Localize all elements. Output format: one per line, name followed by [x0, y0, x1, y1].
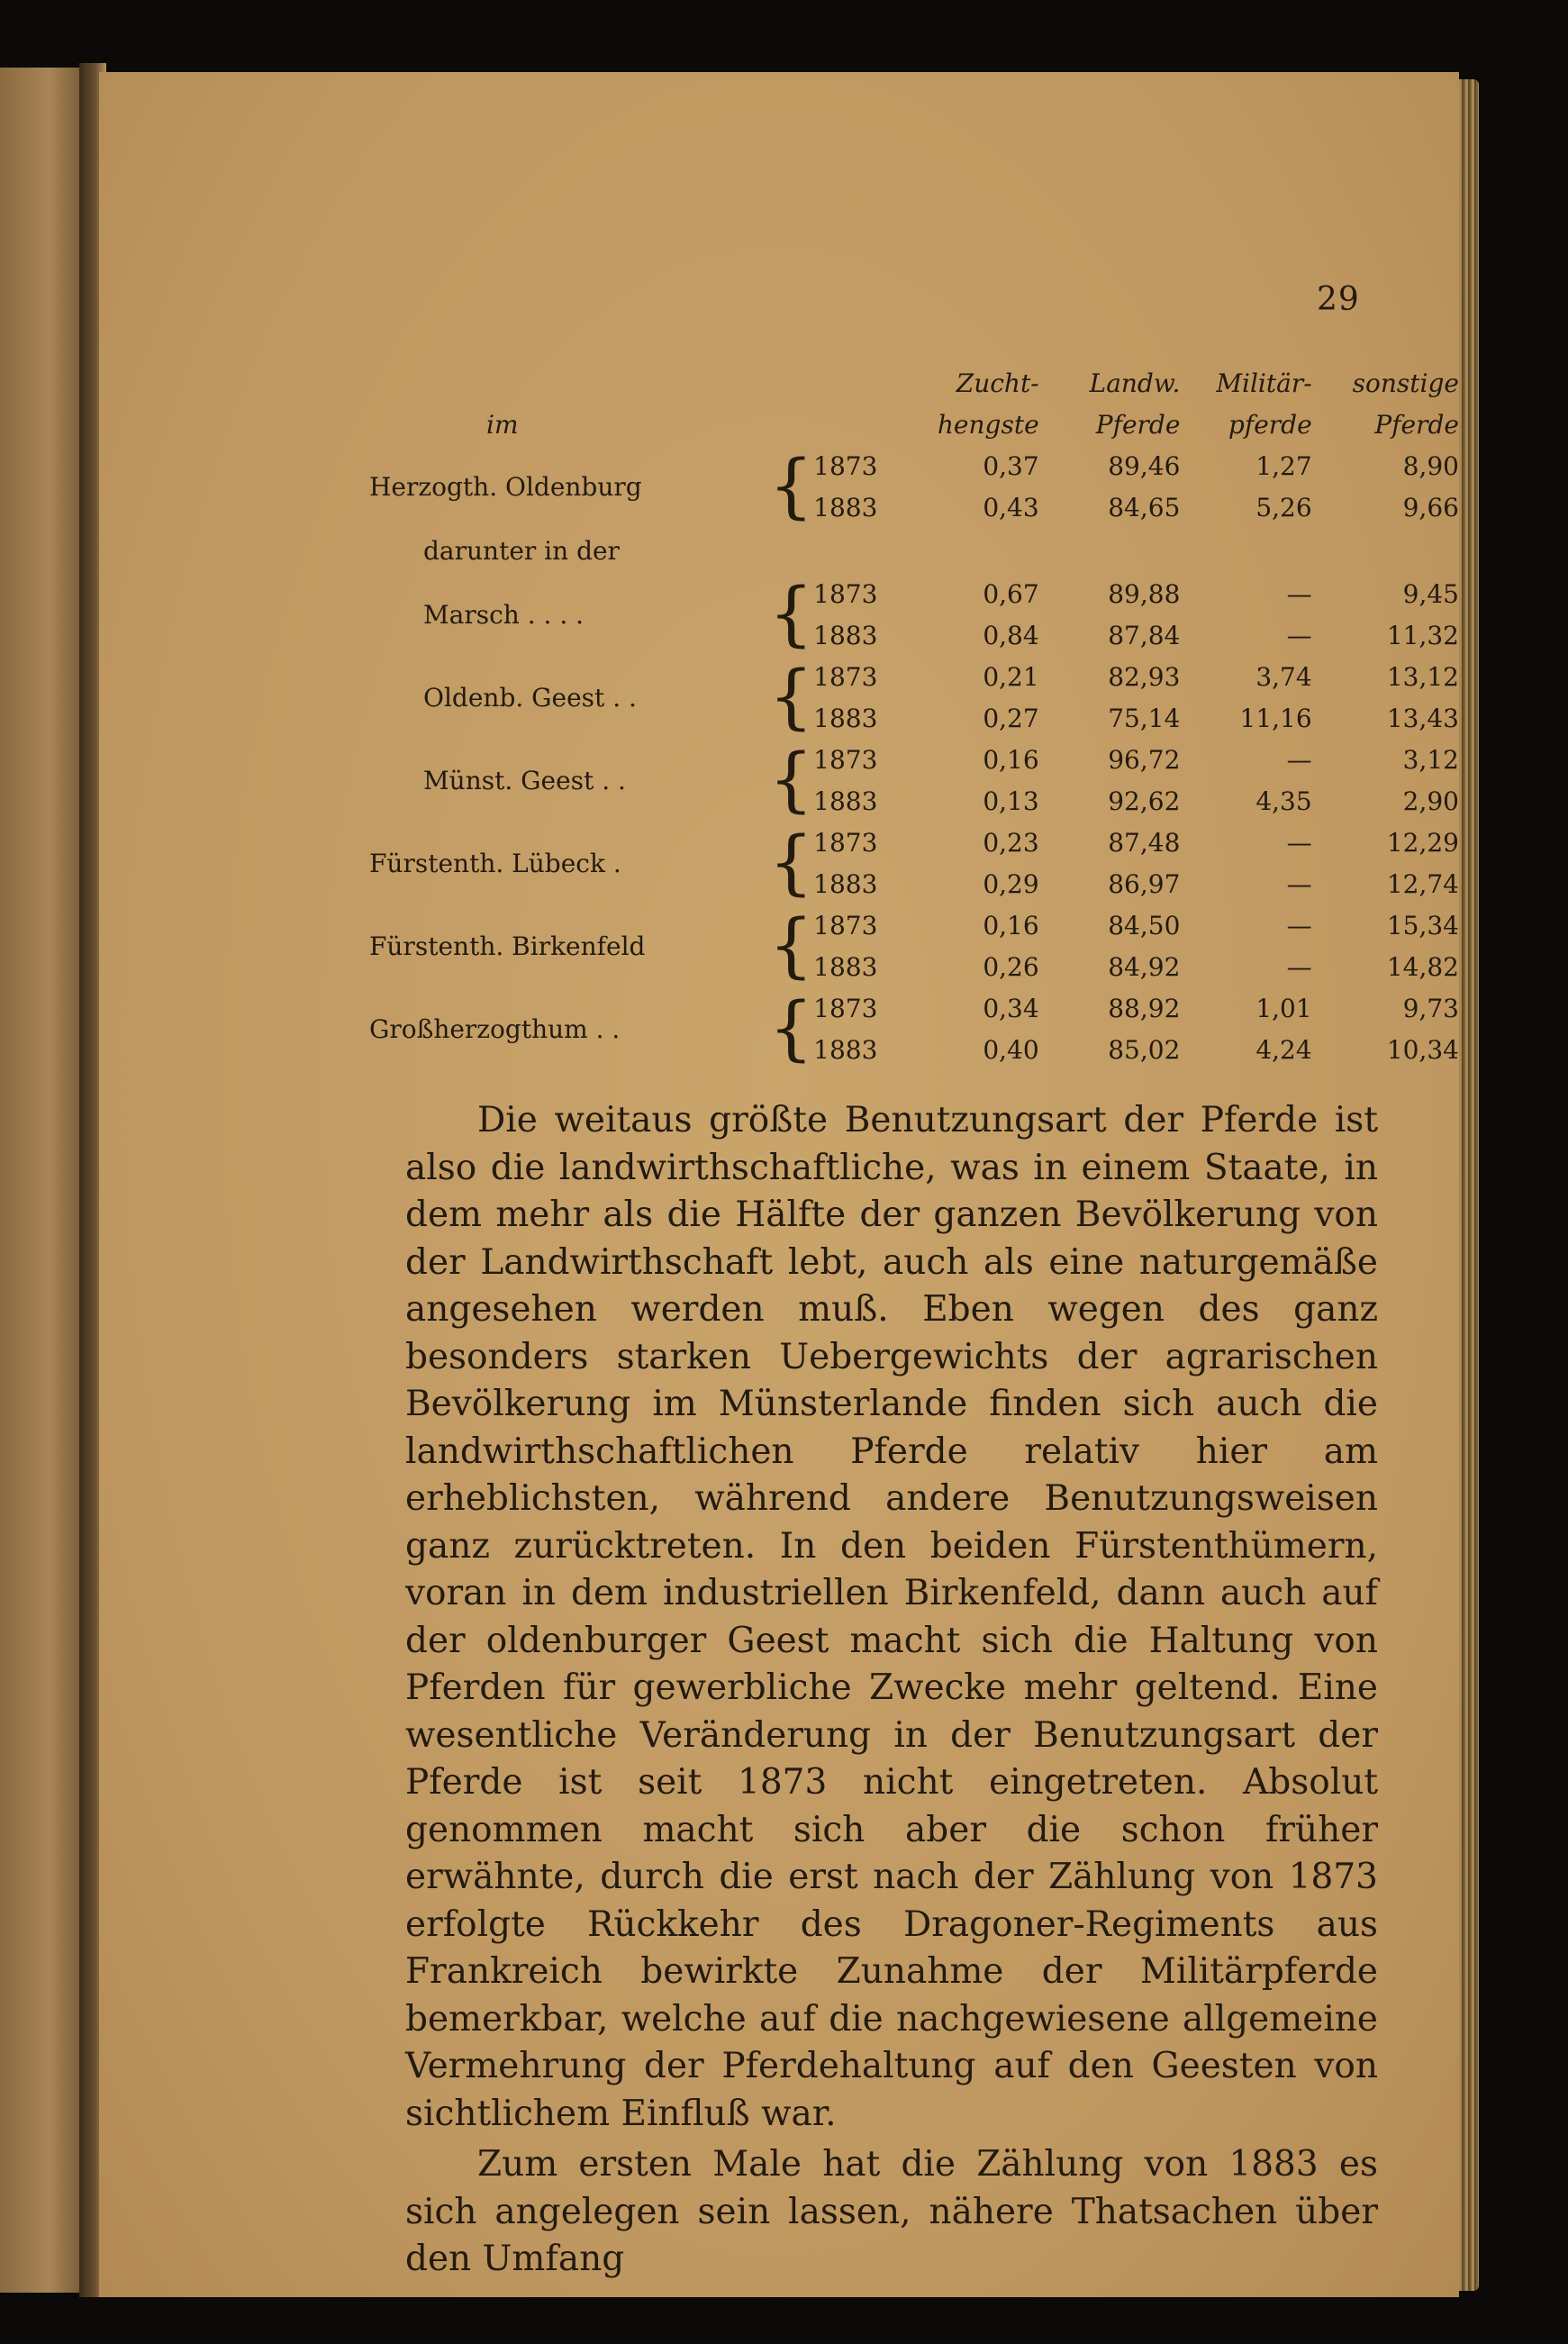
- page-number: 29: [1317, 281, 1360, 318]
- landw-pferde-cell: 92,62: [1108, 786, 1181, 816]
- landw-pferde-cell: 82,93: [1108, 661, 1181, 692]
- horse-usage-table: [369, 362, 1459, 1070]
- landw-pferde-cell: 89,46: [1108, 450, 1181, 481]
- militaerpferde-cell: —: [1286, 578, 1312, 609]
- page-stack-edge: [1457, 79, 1479, 2291]
- militaerpferde-cell: —: [1286, 951, 1312, 982]
- zuchthengste-cell: 0,67: [983, 578, 1039, 609]
- landw-pferde-cell: 84,92: [1108, 951, 1181, 982]
- col-header-zuchthengste-2: hengste: [937, 409, 1039, 440]
- col-header-im: im: [486, 409, 519, 440]
- brace-icon: {: [768, 446, 814, 527]
- sonstige-pferde-cell: 9,66: [1402, 492, 1459, 522]
- year-cell: 1873: [813, 578, 878, 609]
- row-group-label: Fürstenth. Lübeck .: [369, 848, 621, 878]
- row-group-label: Fürstenth. Birkenfeld: [369, 931, 646, 961]
- militaerpferde-cell: 1,27: [1255, 450, 1312, 481]
- col-header-sonstige-2: Pferde: [1374, 409, 1459, 440]
- year-cell: 1873: [813, 910, 878, 940]
- year-cell: 1883: [813, 620, 878, 650]
- col-header-militaer-1: Militär-: [1216, 368, 1312, 398]
- brace-icon: {: [768, 988, 814, 1069]
- landw-pferde-cell: 89,88: [1108, 578, 1181, 609]
- sonstige-pferde-cell: 3,12: [1402, 744, 1459, 775]
- year-cell: 1873: [813, 993, 878, 1023]
- table-header-row-2: [369, 404, 1459, 445]
- militaerpferde-cell: 5,26: [1255, 492, 1312, 522]
- militaerpferde-cell: —: [1286, 868, 1312, 899]
- zuchthengste-cell: 0,21: [983, 661, 1039, 692]
- zuchthengste-cell: 0,26: [983, 951, 1039, 982]
- brace-icon: {: [768, 574, 814, 655]
- militaerpferde-cell: —: [1286, 827, 1312, 858]
- landw-pferde-cell: 87,48: [1108, 827, 1181, 858]
- book-page: [99, 72, 1459, 2297]
- year-cell: 1883: [813, 951, 878, 982]
- year-cell: 1883: [813, 868, 878, 899]
- zuchthengste-cell: 0,43: [983, 492, 1039, 522]
- table-subheading: darunter in der: [423, 535, 620, 566]
- table-header-row-1: [369, 362, 1459, 404]
- zuchthengste-cell: 0,37: [983, 450, 1039, 481]
- militaerpferde-cell: 4,35: [1255, 786, 1312, 816]
- paragraph: Zum ersten Male hat die Zählung von 1883 es sich angelegen sein lassen, nähere Thatsachen über den Umfang: [405, 2144, 1378, 2279]
- body-text: [405, 1097, 1378, 2284]
- brace-icon: {: [768, 822, 814, 904]
- zuchthengste-cell: 0,27: [983, 703, 1039, 733]
- table-row: [369, 904, 1459, 946]
- landw-pferde-cell: 75,14: [1108, 703, 1181, 733]
- table-row: [369, 987, 1459, 1029]
- militaerpferde-cell: —: [1286, 910, 1312, 940]
- sonstige-pferde-cell: 10,34: [1386, 1034, 1459, 1065]
- year-cell: 1873: [813, 661, 878, 692]
- zuchthengste-cell: 0,84: [983, 620, 1039, 650]
- landw-pferde-cell: 84,65: [1108, 492, 1181, 522]
- sonstige-pferde-cell: 15,34: [1386, 910, 1459, 940]
- zuchthengste-cell: 0,23: [983, 827, 1039, 858]
- militaerpferde-cell: 4,24: [1255, 1034, 1312, 1065]
- row-group-label: Großherzogthum . .: [369, 1013, 621, 1044]
- militaerpferde-cell: 3,74: [1255, 661, 1312, 692]
- col-header-sonstige-1: sonstige: [1352, 368, 1459, 398]
- col-header-militaer-2: pferde: [1228, 409, 1312, 440]
- zuchthengste-cell: 0,16: [983, 744, 1039, 775]
- col-header-landw-1: Landw.: [1089, 368, 1181, 398]
- zuchthengste-cell: 0,34: [983, 993, 1039, 1023]
- table-subheading-row: [369, 528, 1459, 573]
- paragraph: Die weitaus größte Benutzungsart der Pferde ist also die landwirthschaftliche, was in einem Staate, in dem mehr als die Hälfte der ganzen Bevölkerung von der Landwirthschaft lebt, auch als eine naturgemäße angesehen werden muß. Eben wegen des ganz besonders starken Uebergewichts der agrarischen Bevölkerung im Münsterlande finden sich auch die landwirthschaftlichen Pferde relativ hier am erheblichsten, während andere Benutzungsweisen ganz zurücktreten. In den beiden Fürstenthümern, voran in dem industriellen Birkenfeld, dann auch auf der oldenburger Geest macht sich die Haltung von Pferden für gewerbliche Zwecke mehr geltend. Eine wesentliche Veränderung in der Benutzungsart der Pferde ist seit 1873 nicht eingetreten. Absolut genommen macht sich aber die schon früher erwähnte, durch die erst nach der Zählung von 1873 erfolgte Rückkehr des Dragoner-Regiments aus Frankreich bewirkte Zunahme der Militärpferde bemerkbar, welche auf die nachgewiesene allgemeine Vermehrung der Pferdehaltung auf den Geesten von sichtlichem Einfluß war.: [405, 1100, 1378, 2134]
- row-group-label: Marsch . . . .: [423, 599, 585, 630]
- sonstige-pferde-cell: 11,32: [1386, 620, 1459, 650]
- sonstige-pferde-cell: 13,12: [1386, 661, 1459, 692]
- landw-pferde-cell: 96,72: [1108, 744, 1181, 775]
- brace-icon: {: [768, 740, 814, 821]
- sonstige-pferde-cell: 8,90: [1402, 450, 1459, 481]
- table-row: [369, 822, 1459, 863]
- year-cell: 1883: [813, 703, 878, 733]
- year-cell: 1873: [813, 744, 878, 775]
- zuchthengste-cell: 0,13: [983, 786, 1039, 816]
- row-group-label: Herzogth. Oldenburg: [369, 471, 642, 502]
- year-cell: 1873: [813, 827, 878, 858]
- zuchthengste-cell: 0,16: [983, 910, 1039, 940]
- row-group-label: Oldenb. Geest . .: [423, 682, 637, 713]
- left-page-edge: [0, 68, 90, 2293]
- sonstige-pferde-cell: 12,29: [1386, 827, 1459, 858]
- year-cell: 1883: [813, 786, 878, 816]
- landw-pferde-cell: 87,84: [1108, 620, 1181, 650]
- col-header-landw-2: Pferde: [1095, 409, 1181, 440]
- militaerpferde-cell: —: [1286, 620, 1312, 650]
- landw-pferde-cell: 84,50: [1108, 910, 1181, 940]
- sonstige-pferde-cell: 12,74: [1386, 868, 1459, 899]
- table-row: [369, 445, 1459, 486]
- sonstige-pferde-cell: 2,90: [1402, 786, 1459, 816]
- brace-icon: {: [768, 905, 814, 986]
- sonstige-pferde-cell: 9,45: [1402, 578, 1459, 609]
- table-row: [369, 656, 1459, 697]
- sonstige-pferde-cell: 14,82: [1386, 951, 1459, 982]
- militaerpferde-cell: —: [1286, 744, 1312, 775]
- table-row: [369, 573, 1459, 614]
- landw-pferde-cell: 88,92: [1108, 993, 1181, 1023]
- sonstige-pferde-cell: 9,73: [1402, 993, 1459, 1023]
- year-cell: 1883: [813, 1034, 878, 1065]
- col-header-zuchthengste-1: Zucht-: [956, 368, 1039, 398]
- landw-pferde-cell: 86,97: [1108, 868, 1181, 899]
- sonstige-pferde-cell: 13,43: [1386, 703, 1459, 733]
- landw-pferde-cell: 85,02: [1108, 1034, 1181, 1065]
- table-row: [369, 739, 1459, 780]
- year-cell: 1883: [813, 492, 878, 522]
- zuchthengste-cell: 0,40: [983, 1034, 1039, 1065]
- brace-icon: {: [768, 657, 814, 738]
- year-cell: 1873: [813, 450, 878, 481]
- zuchthengste-cell: 0,29: [983, 868, 1039, 899]
- row-group-label: Münst. Geest . .: [423, 765, 626, 795]
- militaerpferde-cell: 1,01: [1255, 993, 1312, 1023]
- militaerpferde-cell: 11,16: [1239, 703, 1312, 733]
